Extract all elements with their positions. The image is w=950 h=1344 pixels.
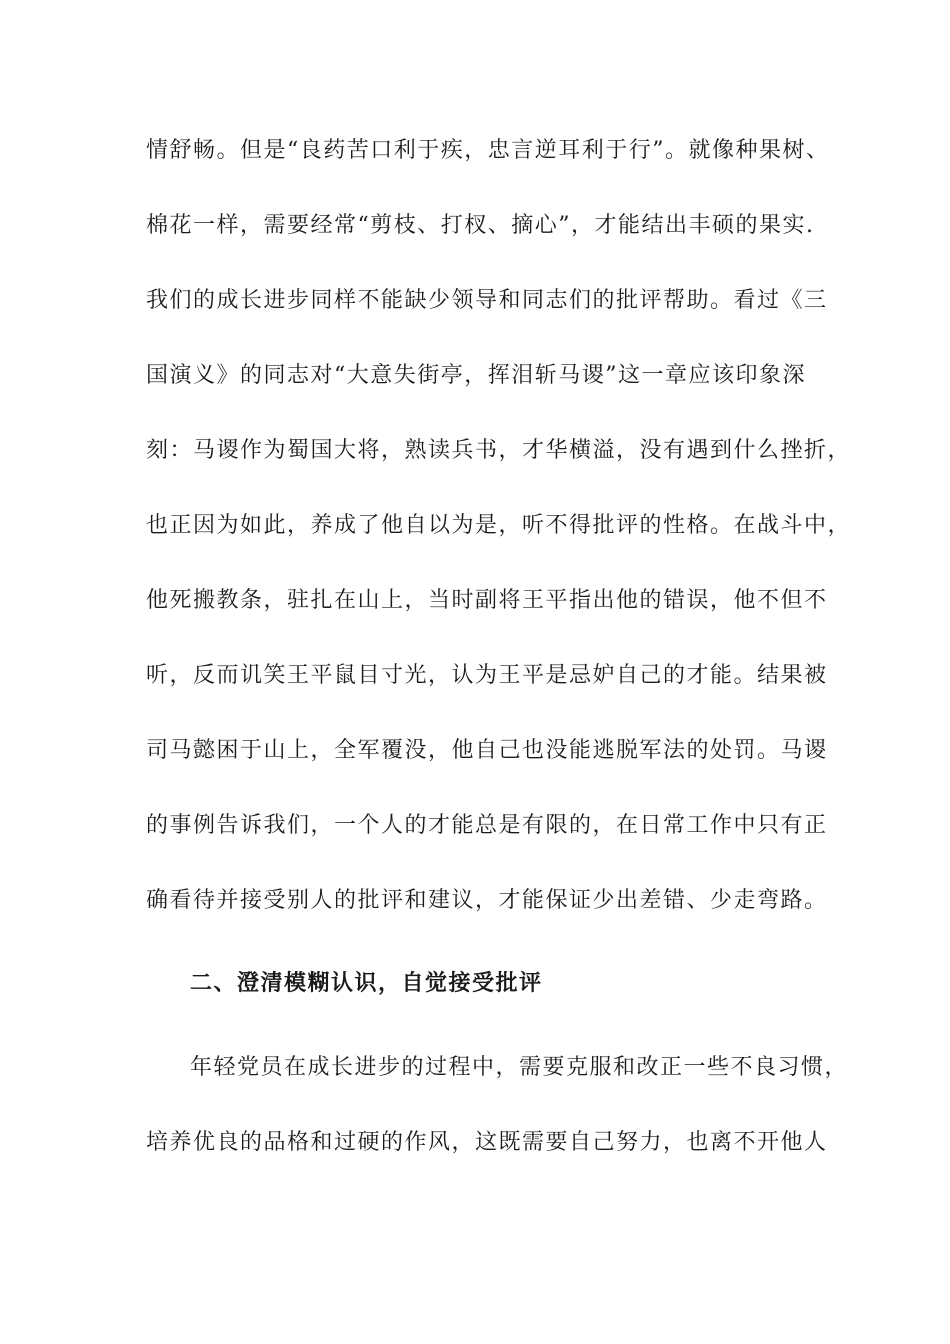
paragraph-line: 确看待并接受别人的批评和建议，才能保证少出差错、少走弯路。	[146, 888, 828, 913]
paragraph-line: 他死搬教条，驻扎在山上，当时副将王平指出他的错误，他不但不	[146, 588, 828, 613]
paragraph-line: 情舒畅。但是“良药苦口利于疾，忠言逆耳利于行”。就像种果树、	[146, 138, 830, 163]
paragraph-line: 国演义》的同志对“大意失街亭，挥泪斩马谡”这一章应该印象深	[146, 363, 806, 388]
paragraph-line: 我们的成长进步同样不能缺少领导和同志们的批评帮助。看过《三	[146, 288, 828, 313]
paragraph-line: 听，反而讥笑王平鼠目寸光，认为王平是忌妒自己的才能。结果被	[146, 663, 828, 688]
paragraph-line: 的事例告诉我们，一个人的才能总是有限的，在日常工作中只有正	[146, 813, 828, 838]
paragraph-line: 司马懿困于山上，全军覆没，他自己也没能逃脱军法的处罚。马谡	[146, 738, 828, 763]
paragraph-line: 年轻党员在成长进步的过程中，需要克服和改正一些不良习惯，	[190, 1055, 849, 1080]
paragraph-line: 培养优良的品格和过硬的作风，这既需要自己努力，也离不开他人	[146, 1130, 828, 1155]
paragraph-line: 刻：马谡作为蜀国大将，熟读兵书，才华横溢，没有遇到什么挫折，	[146, 438, 852, 463]
paragraph-line: 棉花一样，需要经常“剪枝、打杈、摘心”，才能结出丰硕的果实.	[146, 213, 815, 238]
section-heading: 二、澄清模糊认识，自觉接受批评	[190, 970, 543, 996]
paragraph-line: 也正因为如此，养成了他自以为是，听不得批评的性格。在战斗中，	[146, 513, 852, 538]
